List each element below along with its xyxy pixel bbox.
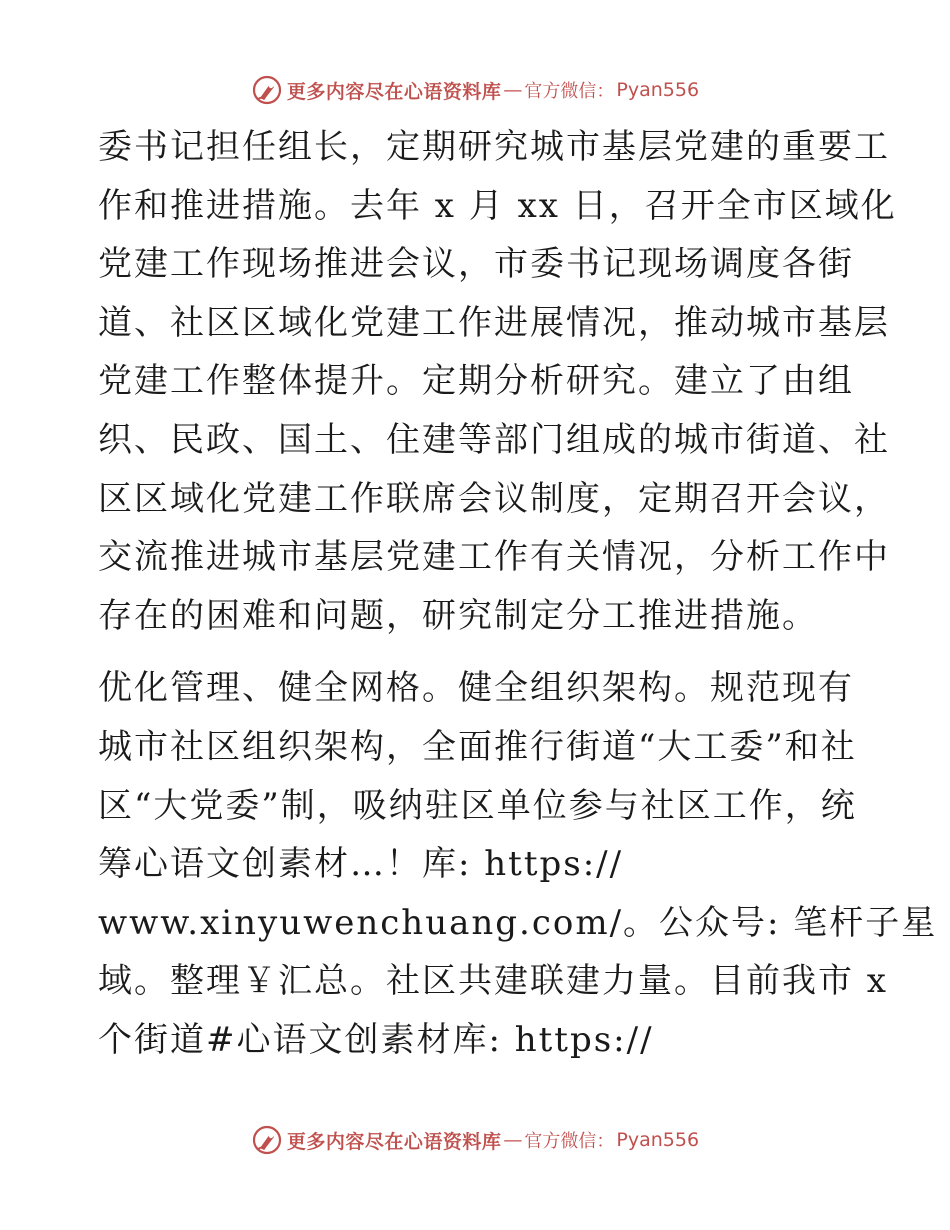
text-line: 区区域化党建工作联席会议制度，定期召开会议， bbox=[98, 478, 890, 519]
banner-text: 更多内容尽在心语资料库 bbox=[286, 1130, 502, 1153]
text-line: www.xinyuwenchuang.com/。公众号: 笔杆子星 bbox=[98, 902, 938, 943]
banner-wechat-id: Pyan556 bbox=[616, 1129, 700, 1151]
text-line: 域。整理￥汇总。社区共建联建力量。目前我市 x bbox=[98, 961, 888, 1002]
text-line: 存在的困难和问题，研究制定分工推进措施。 bbox=[98, 595, 818, 636]
text-line: 委书记担任组长，定期研究城市基层党建的重要工 bbox=[98, 127, 890, 167]
banner-separator: — bbox=[503, 79, 523, 101]
text-line: 交流推进城市基层党建工作有关情况，分析工作中 bbox=[98, 537, 890, 578]
text-line: 织、民政、国土、住建等部门组成的城市街道、社 bbox=[98, 419, 890, 460]
paragraph-1 bbox=[98, 118, 897, 645]
banner-wechat-label: 官方微信： bbox=[524, 81, 615, 102]
header-banner bbox=[0, 70, 950, 110]
banner-wechat-id: Pyan556 bbox=[616, 79, 700, 101]
document-body bbox=[98, 118, 938, 1070]
pen-nib-logo-icon bbox=[251, 74, 283, 106]
text-line: 作和推进措施。去年 x 月 xx 日，召开全市区域化 bbox=[98, 185, 897, 226]
footer-banner bbox=[0, 1120, 950, 1160]
pen-nib-logo-icon bbox=[251, 1124, 283, 1156]
text-line: 优化管理、健全网格。健全组织架构。规范现有 bbox=[98, 668, 854, 709]
paragraph-2 bbox=[98, 659, 938, 1069]
text-line: 城市社区组织架构，全面推行街道“大工委”和社 bbox=[98, 726, 857, 767]
text-line: 筹心语文创素材…！库: https:// bbox=[98, 844, 624, 885]
text-line: 道、社区区域化党建工作进展情况，推动城市基层 bbox=[98, 302, 890, 343]
text-line: 个街道#心语文创素材库: https:// bbox=[98, 1019, 654, 1060]
text-line: 党建工作现场推进会议，市委书记现场调度各街 bbox=[98, 244, 854, 285]
text-line: 党建工作整体提升。定期分析研究。建立了由组 bbox=[98, 361, 854, 402]
banner-wechat-label: 官方微信： bbox=[524, 1131, 615, 1152]
banner-separator: — bbox=[503, 1129, 523, 1151]
banner-text: 更多内容尽在心语资料库 bbox=[286, 80, 502, 103]
text-line: 区“大党委”制，吸纳驻区单位参与社区工作，统 bbox=[98, 785, 857, 826]
